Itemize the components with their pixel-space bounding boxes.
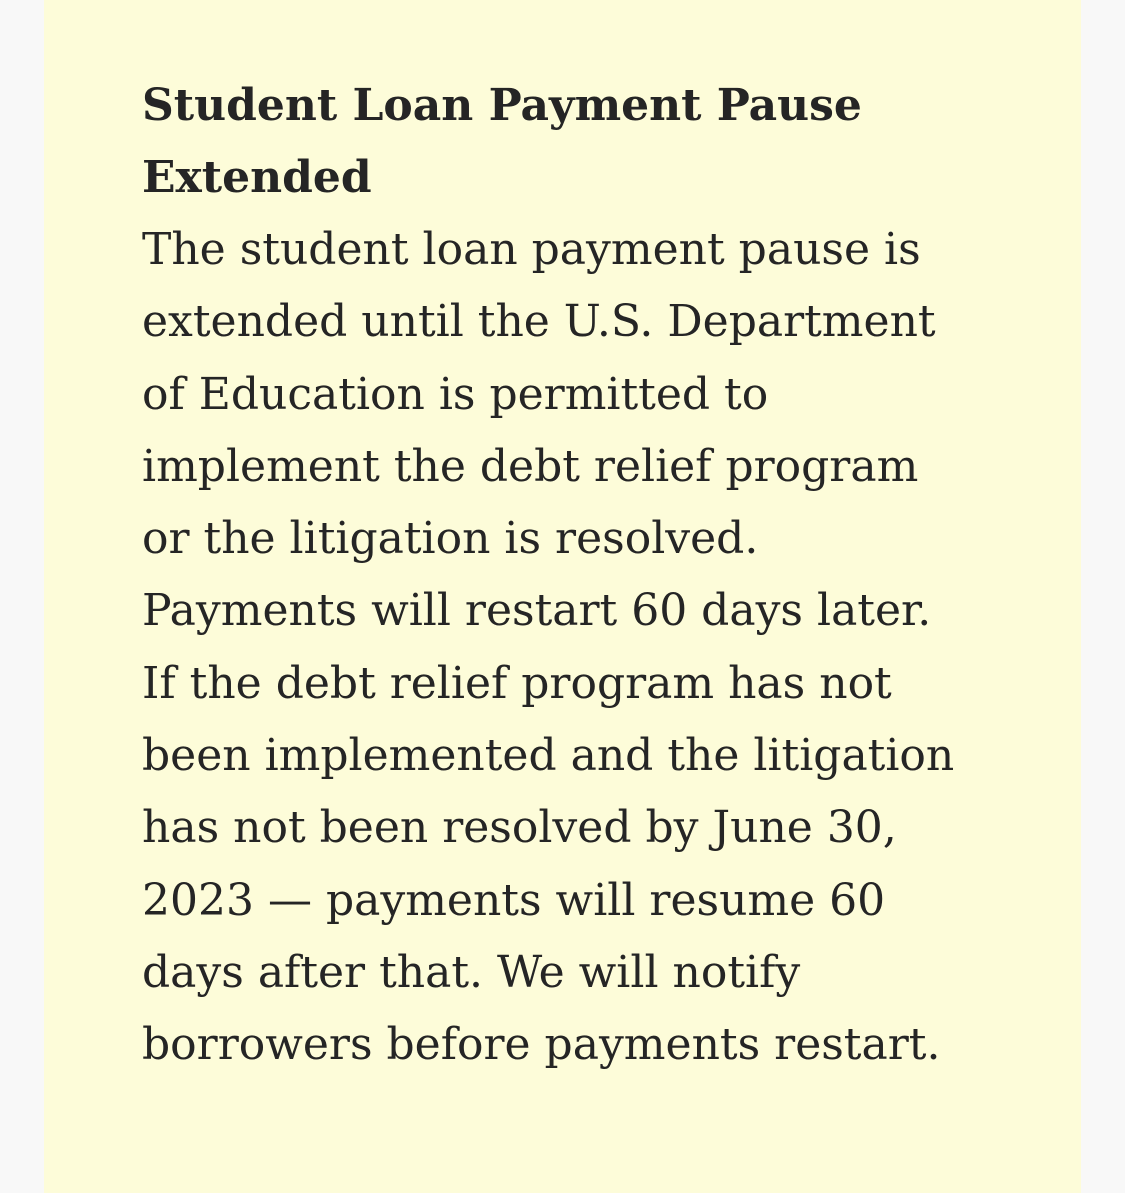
notice-body-line: Payments will restart 60 days later.: [142, 585, 932, 637]
notice-body-line: borrowers before payments restart.: [142, 1019, 941, 1071]
notice-title: [142, 70, 1002, 214]
notice-title-line: Student Loan Payment Pause: [142, 80, 862, 131]
notice-body: [142, 214, 1002, 1082]
notice-title-line: Extended: [142, 152, 372, 203]
notice-body-line: of Education is permitted to: [142, 368, 769, 420]
notice-body-line: implement the debt relief program: [142, 440, 919, 492]
notice-body-line: or the litigation is resolved.: [142, 513, 759, 565]
notice-body-line: extended until the U.S. Department: [142, 296, 936, 348]
notice-body-line: been implemented and the litigation: [142, 730, 955, 782]
notice-content: [142, 70, 1002, 1082]
notice-body-line: 2023 — payments will resume 60: [142, 874, 886, 926]
notice-panel: [44, 0, 1081, 1193]
notice-body-line: has not been resolved by June 30,: [142, 802, 897, 854]
notice-body-line: The student loan payment pause is: [142, 224, 921, 275]
notice-body-line: days after that. We will notify: [142, 946, 801, 998]
notice-body-line: If the debt relief program has not: [142, 657, 892, 709]
